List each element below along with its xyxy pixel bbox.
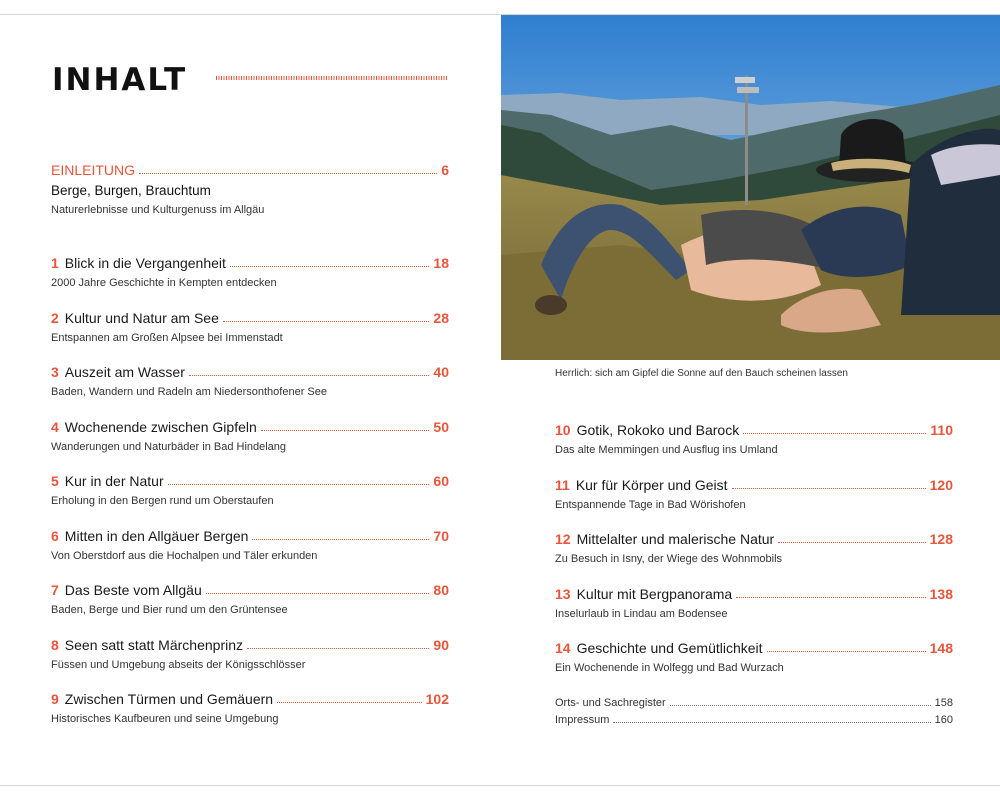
chapter-title: Kultur mit Bergpanorama	[576, 586, 733, 602]
chapter-subtitle: Baden, Berge und Bier rund um den Grüntensee	[51, 604, 288, 616]
chapter-subtitle: Historisches Kaufbeuren und seine Umgebung	[51, 713, 279, 725]
toc-entry-12[interactable]	[555, 531, 953, 565]
chapter-subtitle: Zu Besuch in Isny, der Wiege des Wohnmobils	[555, 553, 783, 565]
photo-illustration	[501, 15, 1000, 360]
chapter-title: Wochenende zwischen Gipfeln	[64, 419, 257, 435]
chapter-subtitle: Wanderungen und Naturbäder in Bad Hindelang	[51, 441, 287, 453]
hiker-photo	[501, 15, 1000, 360]
intro-subtitle: Naturerlebnisse und Kulturgenuss im Allgäu	[51, 204, 265, 216]
chapter-page: 60	[433, 473, 449, 489]
chapter-subtitle: Baden, Wandern und Radeln am Niedersonthofener See	[51, 386, 327, 398]
chapter-subtitle: Füssen und Umgebung abseits der Königsschlösser	[51, 659, 306, 671]
chapter-subtitle: Das alte Memmingen und Ausflug ins Umland	[555, 444, 778, 456]
chapter-title: Mittelalter und malerische Natur	[576, 531, 775, 547]
chapter-subtitle: Von Oberstdorf aus die Hochalpen und Täler erkunden	[51, 550, 318, 562]
dot-leader	[230, 266, 430, 267]
toc-entry-2[interactable]	[51, 310, 449, 344]
dot-leader	[223, 321, 430, 322]
chapter-title: Kur für Körper und Geist	[575, 477, 728, 493]
chapter-subtitle: Ein Wochenende in Wolfegg und Bad Wurzach	[555, 662, 784, 674]
dot-leader	[277, 702, 422, 703]
chapter-page: 90	[433, 637, 449, 653]
photo-caption: Herrlich: sich am Gipfel die Sonne auf den Bauch scheinen lassen	[555, 368, 848, 379]
dot-leader	[670, 705, 931, 706]
toc-entry-13[interactable]	[555, 586, 953, 620]
dot-leader	[736, 597, 925, 598]
dot-leader	[743, 433, 926, 434]
page-title: INHALT	[52, 62, 188, 98]
chapter-number: 12	[555, 531, 571, 547]
toc-entry-4[interactable]	[51, 419, 449, 453]
dot-leader	[189, 375, 430, 376]
chapter-page: 102	[425, 691, 449, 707]
dot-leader	[778, 542, 925, 543]
toc-entry-5[interactable]	[51, 473, 449, 507]
chapter-page: 128	[929, 531, 953, 547]
chapter-page: 110	[930, 422, 953, 438]
dot-leader	[139, 173, 437, 174]
toc-register[interactable]	[555, 697, 953, 709]
chapter-page: 148	[929, 640, 953, 656]
toc-entry-6[interactable]	[51, 528, 449, 562]
intro-heading: Berge, Burgen, Brauchtum	[51, 183, 211, 198]
register-label: Orts- und Sachregister	[555, 697, 666, 709]
chapter-page: 40	[433, 364, 449, 380]
dot-leader	[247, 648, 429, 649]
title-dotted-rule	[216, 76, 448, 80]
chapter-page: 70	[433, 528, 449, 544]
chapter-title: Auszeit am Wasser	[64, 364, 185, 380]
toc-entry-1[interactable]	[51, 255, 449, 289]
title-row	[52, 62, 448, 102]
chapter-page: 28	[433, 310, 449, 326]
dot-leader	[732, 488, 926, 489]
toc-entry-7[interactable]	[51, 582, 449, 616]
chapter-page: 18	[433, 255, 449, 271]
chapter-page: 138	[929, 586, 953, 602]
register-page: 158	[934, 697, 953, 709]
impressum-label: Impressum	[555, 714, 610, 726]
chapter-number: 13	[555, 586, 571, 602]
chapter-number: 3	[51, 364, 59, 380]
chapter-title: Kur in der Natur	[64, 473, 164, 489]
chapter-number: 4	[51, 419, 59, 435]
toc-impressum[interactable]	[555, 714, 953, 726]
chapter-page: 80	[433, 582, 449, 598]
chapter-number: 11	[555, 477, 570, 493]
dot-leader	[206, 593, 430, 594]
chapter-number: 9	[51, 691, 59, 707]
toc-intro[interactable]	[51, 162, 449, 216]
chapter-subtitle: Erholung in den Bergen rund um Oberstaufen	[51, 495, 274, 507]
chapter-title: Gotik, Rokoko und Barock	[576, 422, 740, 438]
chapter-title: Das Beste vom Allgäu	[64, 582, 202, 598]
toc-entry-10[interactable]	[555, 422, 953, 456]
chapter-number: 14	[555, 640, 571, 656]
chapter-title: Blick in die Vergangenheit	[64, 255, 226, 271]
intro-page: 6	[441, 162, 449, 178]
chapter-subtitle: Entspannen am Großen Alpsee bei Immenstadt	[51, 332, 283, 344]
dot-leader	[168, 484, 430, 485]
chapter-title: Mitten in den Allgäuer Bergen	[64, 528, 249, 544]
chapter-number: 5	[51, 473, 59, 489]
chapter-page: 50	[433, 419, 449, 435]
toc-entry-8[interactable]	[51, 637, 449, 671]
toc-entry-14[interactable]	[555, 640, 953, 674]
chapter-title: Zwischen Türmen und Gemäuern	[64, 691, 274, 707]
chapter-number: 2	[51, 310, 59, 326]
dot-leader	[613, 722, 930, 723]
chapter-title: Seen satt statt Märchenprinz	[64, 637, 243, 653]
chapter-title: Geschichte und Gemütlichkeit	[576, 640, 763, 656]
toc-entry-3[interactable]	[51, 364, 449, 398]
chapter-number: 8	[51, 637, 59, 653]
chapter-subtitle: Entspannende Tage in Bad Wörishofen	[555, 499, 746, 511]
chapter-subtitle: Inselurlaub in Lindau am Bodensee	[555, 608, 728, 620]
chapter-number: 6	[51, 528, 59, 544]
chapter-subtitle: 2000 Jahre Geschichte in Kempten entdecken	[51, 277, 277, 289]
chapter-number: 10	[555, 422, 571, 438]
toc-entry-11[interactable]	[555, 477, 953, 511]
impressum-page: 160	[934, 714, 953, 726]
chapter-number: 1	[51, 255, 59, 271]
chapter-title: Kultur und Natur am See	[64, 310, 219, 326]
dot-leader	[767, 651, 926, 652]
chapter-page: 120	[929, 477, 953, 493]
dot-leader	[252, 539, 429, 540]
chapter-number: 7	[51, 582, 59, 598]
intro-label: EINLEITUNG	[51, 162, 136, 178]
dot-leader	[261, 430, 430, 431]
toc-entry-9[interactable]	[51, 691, 449, 725]
